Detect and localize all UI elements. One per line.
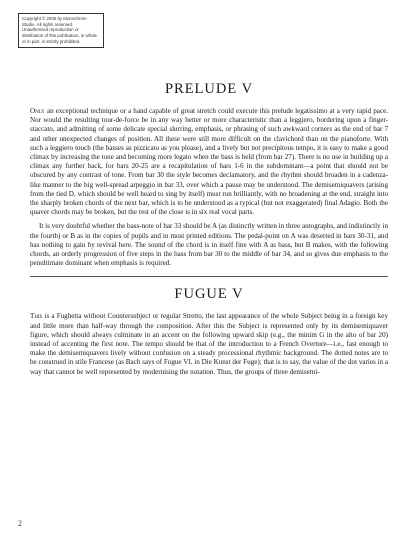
copyright-notice: Copyright © 2005 by Monochrom Studio. All rights reserved. Unauthorized reproduction or distribution of this publication, in whole or in part, is strictly prohibited. (18, 13, 104, 48)
prelude-lead-word: Only (30, 107, 45, 115)
page-number: 2 (18, 519, 22, 528)
prelude-paragraph-1 (30, 107, 388, 217)
section-divider (30, 276, 388, 277)
fugue-lead-word: This (30, 312, 43, 321)
prelude-title: PRELUDE V (164, 81, 254, 97)
prelude-paragraph-2: It is very doubtful whether the bass-note of bar 33 should be A (as distinctly written in three autographs, and indistinctly in the fourth) or B as in the copies of pupils and in most printed editions. The pedal-point on A was deserted in bars 30-31, and has nothing to gain by revival here. The sound of the chord is in itself fine with A as bass, but B makes, with the following chords, an orderly progression of five steps in the bass from bar 30 to the middle of bar 34, and so gives due emphasis to the penultimate dominant when emphasis is required. (30, 222, 388, 268)
page-body (30, 80, 388, 377)
prelude-paragraph-1-text: an exceptional technique or a hand capable of great stretch could execute this prelude legatissimo at a very rapid pace. Nor would the resulting tour-de-force be in any way better or more characteristic than a leggiero, bordering upon a finger-staccato, and admitting of some delicate special slurring, emphasis, or phrasing of such awkward corners as the end of bar 7 and other unexpected changes of position. All these were still more difficult on the clavichord than on the pianoforte. With such a leggiero touch (the basses as pizzicato as you please), and a lively but not precipitous tempo, it is easy to make a good climax by increasing the tone and becoming more legato when the bass is held (from bar 27). There is no use in building up a climax any further back, for bars 20-25 are a recapitulation of bars 1-6 in the subdominant—a point that should not be obscured by any contrast of tone. From bar 30 the style becomes declamatory, and the rhythm should broaden in a cadenza-like manner to the big well-spread arpeggio in bar 33, over which a pause may be understood. The demisemiquavers (arising from the tied D, which should be well heard to sing by itself) must run brilliantly, with no broadening at the end, straight into the sharply broken chords of the next bar, which is to be understood as a typical (but not exaggerated) final Adagio. Both the quaver chords may be broken, but the rest of the close is in six real vocal parts. (30, 107, 388, 217)
fugue-title: FUGUE V (174, 286, 244, 303)
fugue-paragraph-1 (30, 312, 388, 376)
fugue-paragraph-1-text: is a Fughetta without Countersubject or regular Stretto, the last appearance of the whole Subject being in a foreign key and little more than half-way through the composition. After this the Subject is represented only by its demisemiquaver figure, which should always culminate in an accent on the following upward skip (e.g., the minim G in the alto of bar 20) instead of accenting the first note. The tempo should be that of the introduction to a French Overture—i.e., fast enough to make the demisemiquavers lively without confusion on a steady processional rhythmic background. The dotted notes are to be construed in stile Francese (as Bach says of Fugue VI. in Die Kunst der Fuge); that is to say, the value of the dot varies in a way that cannot be well represented by modernising the notation. Thus, the groups of three demisemi- (30, 312, 388, 376)
